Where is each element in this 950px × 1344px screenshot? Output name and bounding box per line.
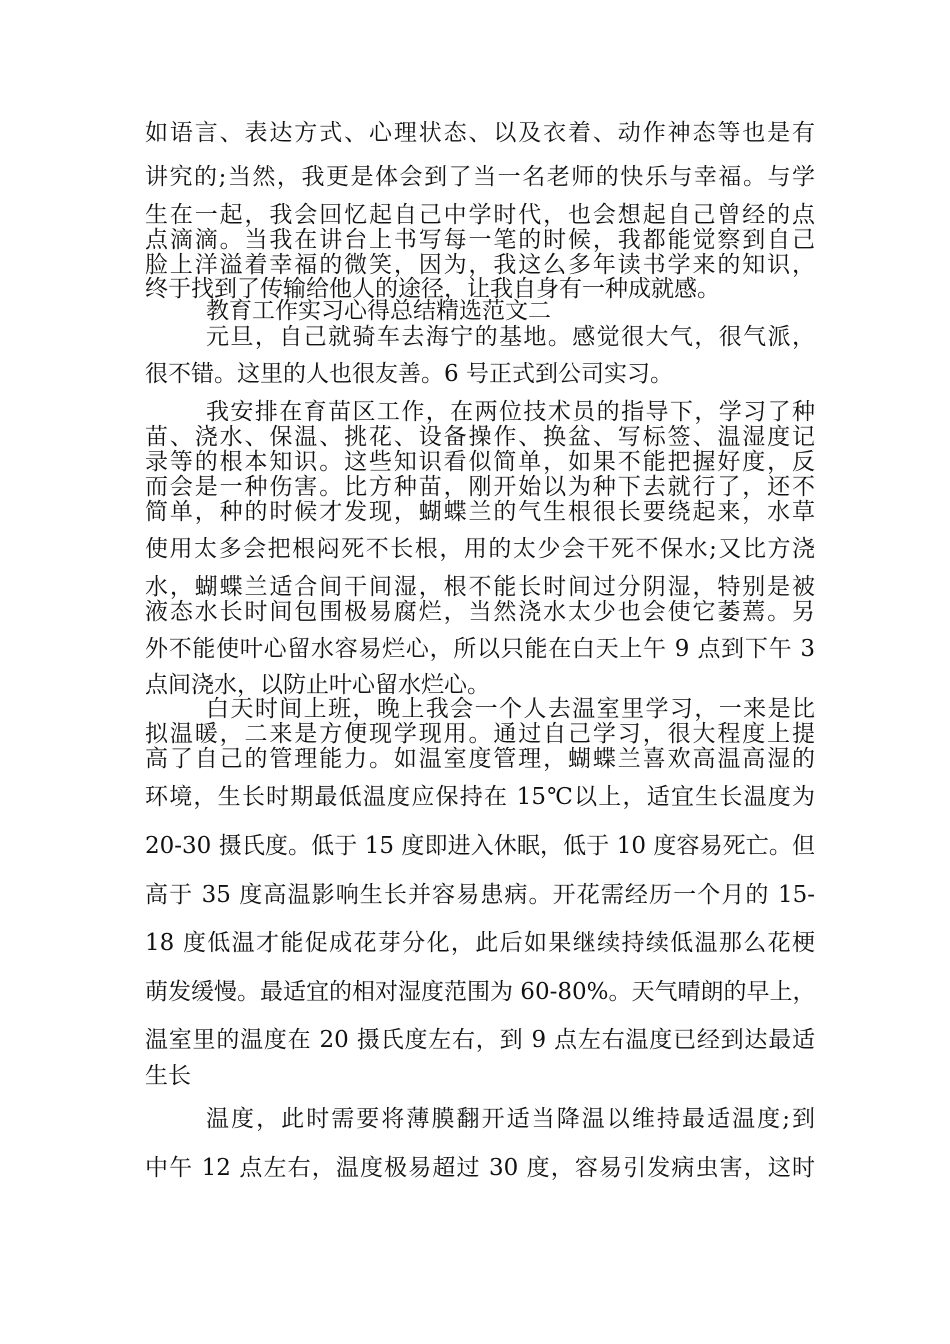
text-line: 白天时间上班，晚上我会一个人去温室里学习，一来是比 (206, 696, 815, 722)
text-line: 元旦，自己就骑车去海宁的基地。感觉很大气，很气派， (206, 324, 815, 350)
text-line: 讲究的;当然，我更是体会到了当一名老师的快乐与幸福。与学 (145, 164, 815, 190)
text-line: 20-30 摄氏度。低于 15 度即进入休眠，低于 10 度容易死亡。但 (145, 833, 815, 859)
text-line: 温室里的温度在 20 摄氏度左右，到 9 点左右温度已经到达最适 (145, 1027, 815, 1053)
text-line: 脸上洋溢着幸福的微笑，因为，我这么多年读书学来的知识， (145, 252, 815, 278)
text-line: 外不能使叶心留水容易烂心，所以只能在白天上午 9 点到下午 3 (145, 636, 815, 662)
text-line: 而会是一种伤害。比方种苗，刚开始以为种下去就行了，还不 (145, 474, 815, 500)
text-line: 点间浇水，以防止叶心留水烂心。 (145, 672, 490, 698)
text-line: 生长 (145, 1063, 191, 1089)
text-line: 环境，生长时期最低温度应保持在 15℃以上，适宜生长温度为 (145, 784, 815, 810)
text-line: 苗、浇水、保温、挑花、设备操作、换盆、写标签、温湿度记 (145, 424, 815, 450)
text-line: 我安排在育苗区工作，在两位技术员的指导下，学习了种 (206, 399, 815, 425)
text-line: 终于找到了传输给他人的途径，让我自身有一种成就感。 (145, 276, 720, 302)
text-line: 点滴滴。当我在讲台上书写每一笔的时候，我都能觉察到自己 (145, 227, 815, 253)
text-line: 水，蝴蝶兰适合间干间湿，根不能长时间过分阴湿，特别是被 (145, 574, 815, 600)
text-line: 简单，种的时候才发现，蝴蝶兰的气生根很长要绕起来，水草 (145, 499, 815, 525)
text-line: 液态水长时间包围极易腐烂，当然浇水太少也会使它萎蔫。另 (145, 599, 815, 625)
text-line: 高了自己的管理能力。如温室度管理，蝴蝶兰喜欢高温高湿的 (145, 746, 815, 772)
text-line: 温度，此时需要将薄膜翻开适当降温以维持最适温度;到 (206, 1106, 815, 1132)
text-line: 拟温暖，二来是方便现学现用。通过自己学习，很大程度上提 (145, 721, 815, 747)
text-line: 使用太多会把根闷死不长根，用的太少会干死不保水;又比方浇 (145, 536, 815, 562)
text-line: 录等的根本知识。这些知识看似简单，如果不能把握好度，反 (145, 449, 815, 475)
text-line: 生在一起，我会回忆起自己中学时代，也会想起自己曾经的点 (145, 202, 815, 228)
section-heading: 教育工作实习心得总结精选范文二 (206, 298, 551, 324)
text-line: 中午 12 点左右，温度极易超过 30 度，容易引发病虫害，这时 (145, 1155, 815, 1181)
text-line: 18 度低温才能促成花芽分化，此后如果继续持续低温那么花梗 (145, 930, 815, 956)
text-line: 如语言、表达方式、心理状态、以及衣着、动作神态等也是有 (145, 120, 815, 146)
text-line: 很不错。这里的人也很友善。6 号正式到公司实习。 (145, 361, 673, 387)
text-line: 高于 35 度高温影响生长并容易患病。开花需经历一个月的 15- (145, 882, 815, 908)
text-line: 萌发缓慢。最适宜的相对湿度范围为 60-80%。天气晴朗的早上， (145, 979, 816, 1005)
